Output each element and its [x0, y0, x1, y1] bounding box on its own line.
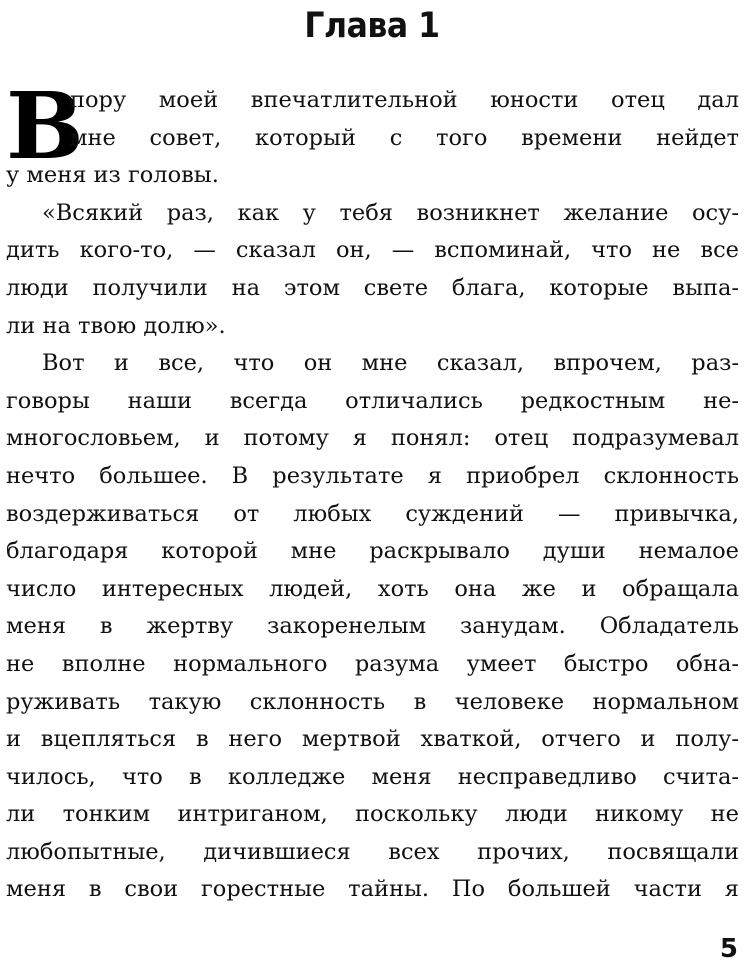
text-line: чилось, что в колледже меня несправедливо счита- — [6, 763, 739, 790]
text-line: многословьем, и потому я понял: отец подразумевал — [6, 425, 739, 452]
text-line: пору моей впечатлительной юности отец дал — [70, 87, 739, 113]
text-line: и вцепляться в него мертвой хваткой, отчего и полу- — [6, 726, 739, 753]
text-line: ли на твою долю». — [6, 312, 226, 339]
text-line: руживать такую склонность в человеке нормальном — [6, 688, 739, 715]
text-line: число интересных людей, хоть она же и обращала — [6, 575, 739, 602]
chapter-body-text — [6, 72, 739, 909]
text-line: нечто большее. В результате я приобрел склонность — [6, 462, 739, 489]
text-line: «Всякий раз, как у тебя возникнет желание осу- — [42, 199, 739, 226]
text-line: Вот и все, что он мне сказал, впрочем, раз- — [42, 350, 739, 377]
text-line: говоры наши всегда отличались редкостным не- — [6, 387, 739, 414]
text-line: не вполне нормального разума умеет быстро обна- — [6, 650, 739, 677]
drop-cap-letter: В — [6, 72, 84, 180]
text-line: у меня из головы. — [6, 162, 219, 189]
text-line: люди получили на этом свете блага, которые выпа- — [6, 274, 739, 301]
text-line: дить кого-то, — сказал он, — вспоминай, что не все — [6, 237, 739, 264]
text-line: любопытные, дичившиеся всех прочих, посвящали — [6, 838, 739, 865]
text-line: воздерживаться от любых суждений — привычка, — [6, 500, 739, 527]
text-line: меня в жертву закоренелым занудам. Обладатель — [6, 613, 739, 640]
chapter-title: Глава 1 — [304, 6, 440, 46]
text-line: ли тонким интриганом, поскольку люди никому не — [6, 801, 739, 828]
page-number: 5 — [719, 934, 738, 964]
text-line: меня в свои горестные тайны. По большей части я — [6, 876, 739, 903]
text-line: мне совет, который с того времени нейдет — [70, 124, 739, 151]
text-line: благодаря которой мне раскрывало души немалое — [6, 538, 739, 565]
